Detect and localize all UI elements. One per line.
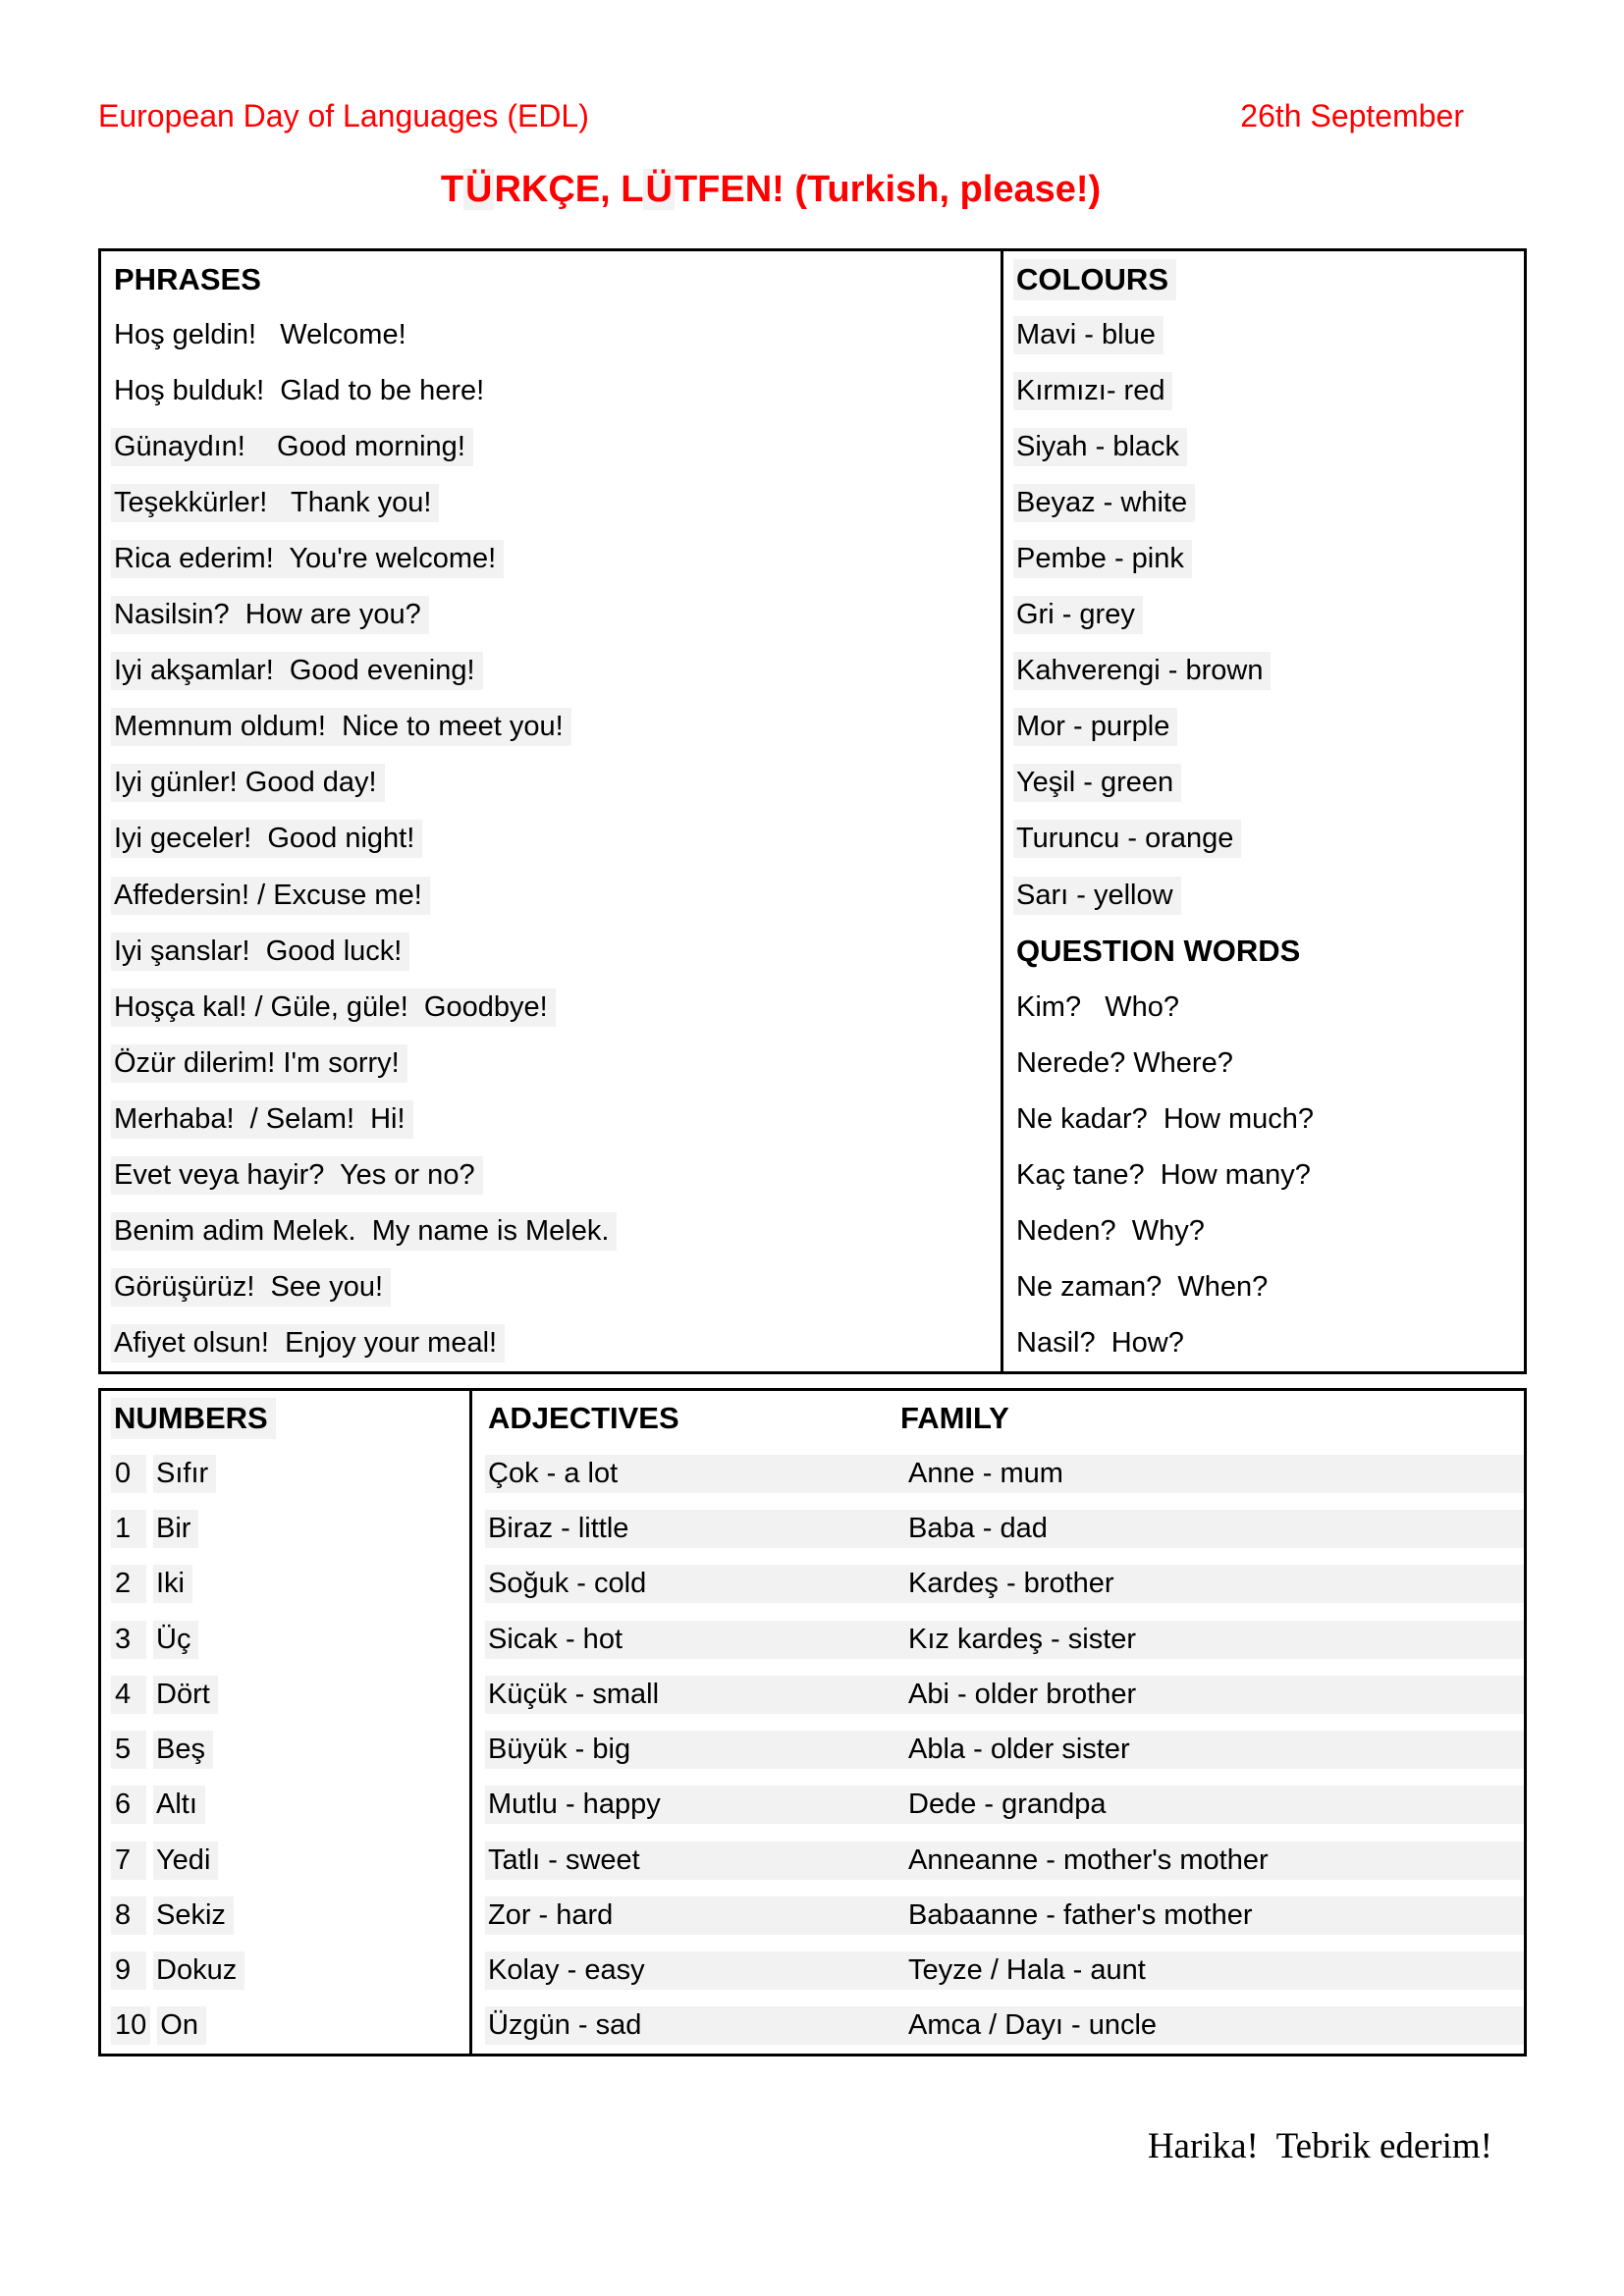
number-row [101,1999,469,2054]
entry-text: Ne kadar? How much? [1016,1102,1315,1135]
phrase-row [101,924,1001,980]
family-item: Teyze / Hala - aunt [905,1951,1524,1990]
entry-text: Nerede? Where? [1016,1046,1233,1079]
family-item: Kız kardeş - sister [905,1621,1524,1659]
number-digit: 3 [111,1621,146,1659]
number-digit: 8 [111,1896,146,1935]
entry-text: Sarı - yellow [1013,877,1181,915]
entry-text: Affedersin! / Excuse me! [111,877,430,915]
family-item: Amca / Dayı - uncle [905,2006,1524,2045]
question-word-row [1003,980,1524,1036]
header-date: 26th September [1240,98,1464,133]
adjectives-header: ADJECTIVES [488,1401,679,1436]
entry-text: Benim adim Melek. My name is Melek. [111,1212,617,1251]
entry-text: Rica ederim! You're welcome! [111,540,504,578]
question-words-header-row [1003,924,1524,980]
colours-column [1003,251,1524,1371]
adjective-family-row [472,1778,1524,1833]
colour-row [1003,755,1524,811]
adjectives-family-list [472,1446,1524,2054]
entry-text: Ne zaman? When? [1016,1270,1269,1303]
phrase-row [101,811,1001,867]
colour-row [1003,868,1524,924]
numbers-column [101,1391,472,2054]
colour-row [1003,363,1524,419]
adjective-item: Kolay - easy [485,1951,908,1990]
adjective-family-row [472,1723,1524,1778]
number-word: Altı [153,1786,205,1824]
number-row [101,1557,469,1612]
number-word: Iki [153,1565,192,1603]
entry-text: Hoş geldin! Welcome! [114,319,406,351]
number-digit: 1 [111,1510,146,1548]
phrases-list [101,307,1001,1371]
numbers-header-row [101,1391,469,1446]
entry-text: Gri - grey [1013,596,1143,634]
footer-note: Harika! Tebrik ederim! [1147,2126,1492,2166]
number-word: Dokuz [153,1951,244,1990]
phrase-row [101,475,1001,531]
colour-row [1003,419,1524,475]
family-item: Kardeş - brother [905,1565,1524,1603]
colour-row [1003,475,1524,531]
adjective-item: Çok - a lot [485,1455,908,1493]
entry-text: Hoş bulduk! Glad to be here! [114,375,485,407]
family-item: Baba - dad [905,1510,1524,1548]
adjective-family-row [472,1667,1524,1722]
colour-row [1003,699,1524,755]
adjective-item: Büyük - big [485,1731,908,1769]
phrase-row [101,363,1001,419]
entry-text: Pembe - pink [1013,540,1192,578]
adjective-item: Küçük - small [485,1676,908,1714]
adjective-family-row [472,1612,1524,1667]
entry-text: Neden? Why? [1016,1214,1205,1247]
question-word-row [1003,1315,1524,1371]
adjective-item: Soğuk - cold [485,1565,908,1603]
number-word: Sıfır [153,1455,216,1493]
phrases-header-row [101,251,1001,307]
entry-text: Afiyet olsun! Enjoy your meal! [111,1324,505,1362]
family-item: Anne - mum [905,1455,1524,1493]
number-row [101,1888,469,1943]
number-word: Bir [153,1510,198,1548]
phrase-row [101,755,1001,811]
entry-text: Memnum oldum! Nice to meet you! [111,708,571,746]
entry-text: Görüşürüz! See you! [111,1268,391,1307]
question-word-row [1003,1203,1524,1259]
number-word: Üç [153,1621,198,1659]
adjective-item: Zor - hard [485,1896,908,1935]
phrase-row [101,1315,1001,1371]
colour-row [1003,531,1524,587]
adjectives-family-column [472,1391,1524,2054]
colour-row [1003,811,1524,867]
phrase-row [101,587,1001,643]
question-word-row [1003,1036,1524,1092]
entry-text: Nasil? How? [1016,1326,1184,1359]
vocab-table-bottom [98,1388,1527,2056]
numbers-list [101,1446,469,2054]
family-item: Abla - older sister [905,1731,1524,1769]
number-row [101,1446,469,1501]
adjective-item: Mutlu - happy [485,1786,908,1824]
family-item: Anneanne - mother's mother [905,1842,1524,1880]
entry-text: Mor - purple [1013,708,1177,746]
number-word: On [157,2006,206,2045]
colour-row [1003,587,1524,643]
entry-text: Nasilsin? How are you? [111,596,429,634]
number-digit: 5 [111,1731,146,1769]
entry-text: Merhaba! / Selam! Hi! [111,1100,413,1139]
number-row [101,1778,469,1833]
number-digit: 2 [111,1565,146,1603]
number-row [101,1833,469,1888]
phrase-row [101,1203,1001,1259]
number-digit: 9 [111,1951,146,1990]
number-row [101,1723,469,1778]
number-digit: 4 [111,1676,146,1714]
number-row [101,1667,469,1722]
adjectives-family-header-row [472,1391,1524,1446]
phrase-row [101,1148,1001,1203]
entry-text: Günaydın! Good morning! [111,428,473,466]
entry-text: Beyaz - white [1013,484,1195,522]
phrase-row [101,1259,1001,1315]
entry-text: Özür dilerim! I'm sorry! [111,1044,407,1083]
entry-text: Kim? Who? [1016,990,1179,1023]
phrase-row [101,980,1001,1036]
phrase-row [101,868,1001,924]
colour-row [1003,307,1524,363]
adjective-item: Biraz - little [485,1510,908,1548]
adjective-item: Sicak - hot [485,1621,908,1659]
adjective-family-row [472,1888,1524,1943]
family-header: FAMILY [900,1401,1009,1436]
number-digit: 0 [111,1455,146,1493]
question-word-row [1003,1148,1524,1203]
number-row [101,1612,469,1667]
adjective-item: Tatlı - sweet [485,1842,908,1880]
phrase-row [101,419,1001,475]
phrase-row [101,531,1001,587]
family-item: Abi - older brother [905,1676,1524,1714]
phrase-row [101,307,1001,363]
numbers-header: NUMBERS [111,1398,276,1439]
entry-text: Kaç tane? How many? [1016,1158,1311,1191]
entry-text: Iyi günler! Good day! [111,764,385,802]
phrase-row [101,1092,1001,1148]
entry-text: Iyi akşamlar! Good evening! [111,652,483,690]
header-left-text: European Day of Languages (EDL) [98,98,589,133]
number-word: Sekiz [153,1896,234,1935]
entry-text: Turuncu - orange [1013,820,1241,858]
adjective-family-row [472,1502,1524,1557]
question-words-header: QUESTION WORDS [1016,934,1301,969]
number-digit: 6 [111,1786,146,1824]
entry-text: Hoşça kal! / Güle, güle! Goodbye! [111,988,556,1027]
entry-text: Iyi geceler! Good night! [111,820,422,858]
adjective-family-row [472,1446,1524,1501]
entry-text: Iyi şanslar! Good luck! [111,933,409,971]
family-item: Babaanne - father's mother [905,1896,1524,1935]
phrases-column [101,251,1003,1371]
phrase-row [101,643,1001,699]
adjective-item: Üzgün - sad [485,2006,908,2045]
entry-text: Mavi - blue [1013,316,1164,354]
colours-list [1003,307,1524,924]
phrase-row [101,1036,1001,1092]
adjective-family-row [472,1833,1524,1888]
entry-text: Siyah - black [1013,428,1187,466]
question-words-list [1003,980,1524,1371]
number-word: Beş [153,1731,213,1769]
family-item: Dede - grandpa [905,1786,1524,1824]
number-word: Yedi [153,1842,218,1880]
phrase-row [101,699,1001,755]
adjective-family-row [472,1999,1524,2054]
adjective-family-row [472,1944,1524,1999]
colours-header: COLOURS [1013,259,1176,300]
colour-row [1003,643,1524,699]
number-row [101,1502,469,1557]
entry-text: Evet veya hayir? Yes or no? [111,1156,483,1195]
colours-header-row [1003,251,1524,307]
document-header [98,98,1468,134]
vocab-table-top [98,248,1527,1374]
question-word-row [1003,1092,1524,1148]
number-row [101,1944,469,1999]
entry-text: Kırmızı- red [1013,372,1172,410]
entry-text: Kahverengi - brown [1013,652,1271,690]
number-digit: 10 [111,2006,150,2045]
number-digit: 7 [111,1842,146,1880]
entry-text: Teşekkürler! Thank you! [111,484,439,522]
phrases-header: PHRASES [114,261,261,296]
entry-text: Yeşil - green [1013,764,1181,802]
page-title: TÜRKÇE, LÜTFEN! (Turkish, please!) [440,169,1102,210]
number-word: Dört [153,1676,218,1714]
question-word-row [1003,1259,1524,1315]
adjective-family-row [472,1557,1524,1612]
